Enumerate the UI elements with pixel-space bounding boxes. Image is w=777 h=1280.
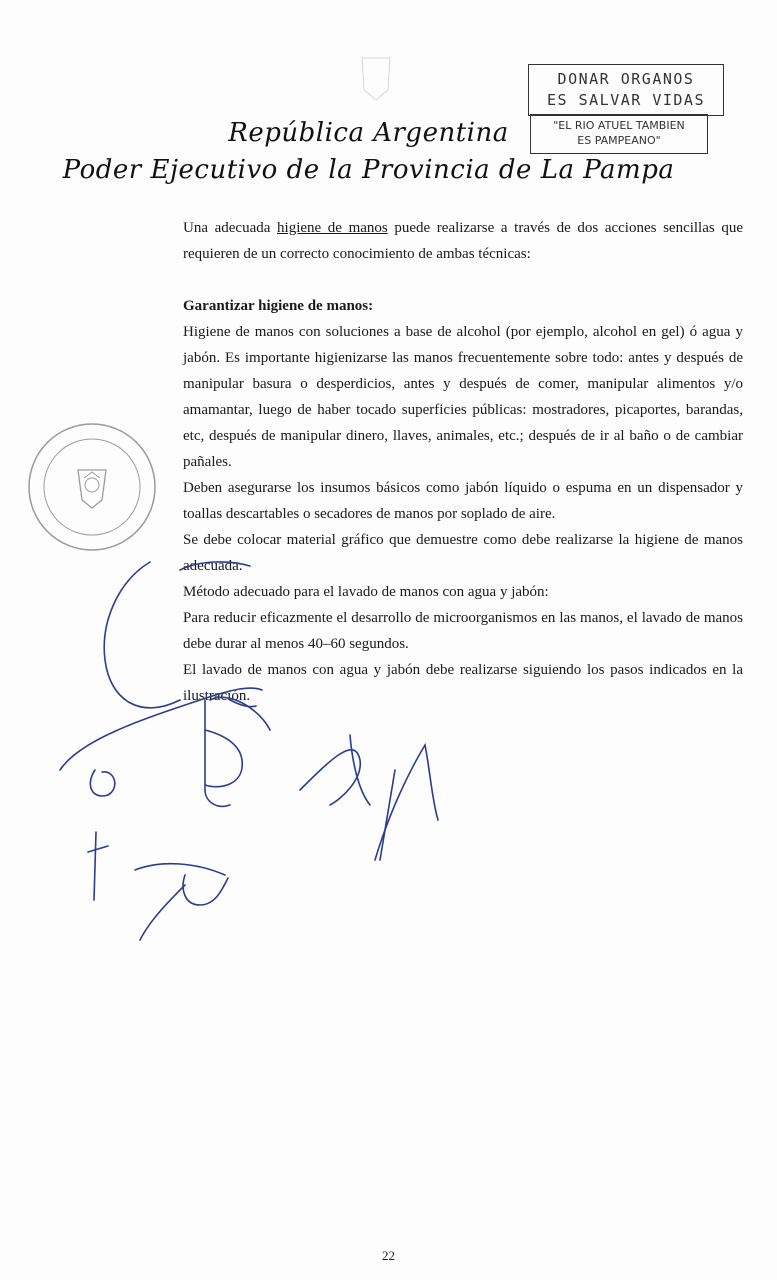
underlined-term: higiene de manos [277, 220, 388, 236]
paragraph: Se debe colocar material gráfico que demuestre como debe realizarse la higiene de manos adecuada. [183, 532, 743, 574]
stamp-line: DONAR ORGANOS [557, 70, 695, 88]
paragraph: El lavado de manos con agua y jabón debe realizarse siguiendo los pasos indicados en la ilustración. [183, 662, 743, 704]
paragraph: Deben asegurarse los insumos básicos como jabón líquido o espuma en un dispensador y toallas descartables o secadores de manos por soplado de aire. [183, 480, 743, 522]
stamp-line: ES PAMPEANO" [577, 134, 661, 147]
section-heading: Garantizar higiene de manos: [183, 298, 374, 314]
text-run: Una adecuada [183, 220, 278, 236]
paragraph: Método adecuado para el lavado de manos con agua y jabón: [183, 584, 549, 600]
watermark-icon [362, 58, 390, 100]
paragraph: Para reducir eficazmente el desarrollo de microorganismos en las manos, el lavado de manos debe durar al menos 40–60 segundos. [183, 610, 743, 652]
header-poder-ejecutivo: Poder Ejecutivo de la Provincia de La Pampa [62, 155, 675, 185]
text-run: puede realizarse a través de dos acciones sencillas que requieren de un correcto conocimiento de ambas técnicas: [183, 220, 743, 262]
paragraph: Higiene de manos con soluciones a base de alcohol (por ejemplo, alcohol en gel) ó agua y jabón. Es importante higienizarse las manos frecuentemente sobre todo: antes y después de manipular basura o desperdicios, antes y después de comer, manipular alimentos y/o amamantar, luego de haber tocado superficies públicas: mostradores, picaportes, barandas, etc, después de manipular dinero, llaves, animales, etc.; después de ir al baño o de cambiar pañales. [183, 324, 743, 470]
stamp-line: ES SALVAR VIDAS [547, 91, 705, 109]
signatures [60, 562, 438, 940]
page-number: 22 [382, 1248, 395, 1263]
provincial-seal [29, 424, 155, 550]
header-republica: República Argentina [228, 118, 509, 148]
stamp-line: "EL RIO ATUEL TAMBIEN [553, 119, 685, 132]
